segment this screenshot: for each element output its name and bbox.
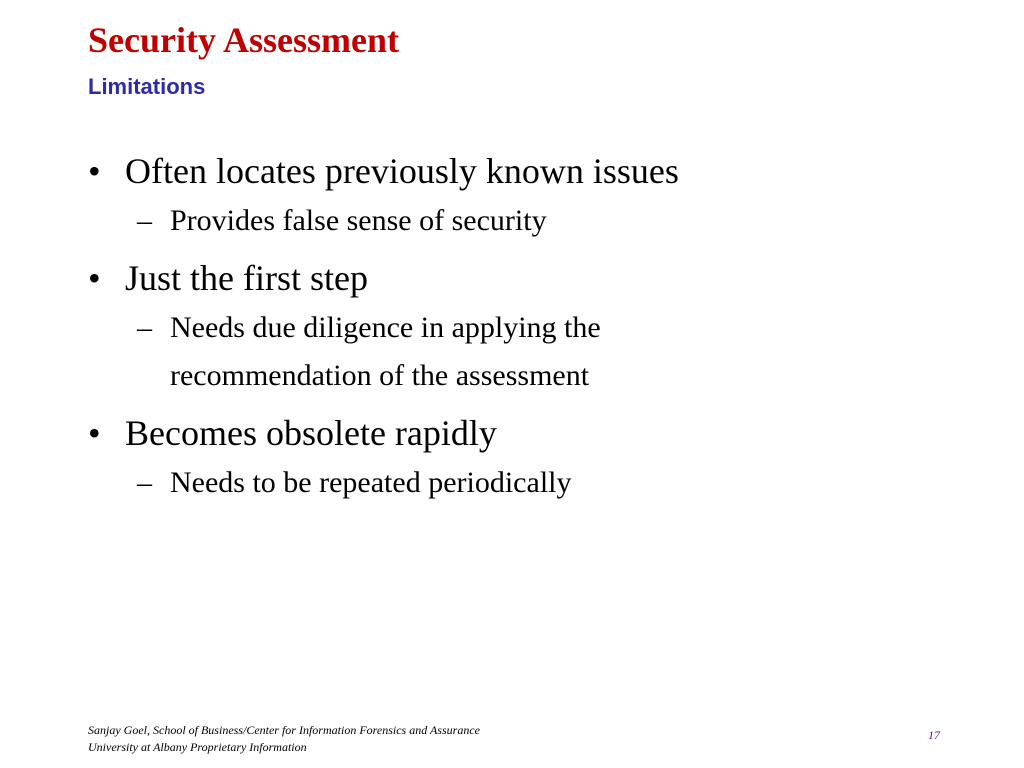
sub-bullet-marker: –: [137, 466, 152, 499]
sub-bullet-text: Needs to be repeated periodically: [170, 466, 572, 499]
footer-credit: [88, 722, 480, 756]
bullet-text: Just the first step: [125, 258, 368, 298]
sub-bullet-item: [88, 459, 968, 507]
footer-line-author: Sanjay Goel, School of Business/Center for Information Forensics and Assurance: [88, 723, 480, 737]
sub-bullet-text: Needs due diligence in applying the recommendation of the assessment: [170, 311, 601, 392]
bullet-item: [88, 145, 968, 197]
bullet-marker: •: [88, 413, 101, 453]
footer-line-proprietary: University at Albany Proprietary Information: [88, 740, 307, 754]
sub-bullet-marker: –: [137, 311, 152, 344]
bullet-item: [88, 252, 968, 304]
bullet-list: [88, 145, 968, 507]
sub-bullet-text: Provides false sense of security: [170, 204, 547, 237]
sub-bullet-item: [88, 197, 968, 245]
bullet-marker: •: [88, 258, 101, 298]
bullet-item: [88, 407, 968, 459]
slide-title: Security Assessment: [88, 20, 399, 60]
sub-bullet-item: [88, 304, 770, 400]
sub-bullet-marker: –: [137, 204, 152, 237]
slide-subtitle: Limitations: [88, 74, 206, 99]
bullet-text: Often locates previously known issues: [125, 151, 679, 191]
page-number: 17: [928, 728, 940, 742]
bullet-marker: •: [88, 151, 101, 191]
bullet-text: Becomes obsolete rapidly: [125, 413, 497, 453]
